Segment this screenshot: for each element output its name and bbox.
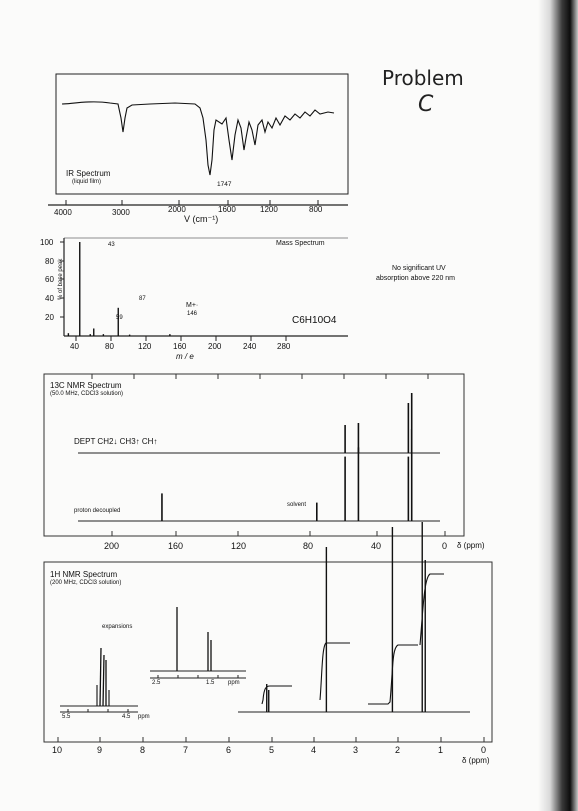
- ms-ytick-100: 100: [40, 238, 54, 247]
- h1-exp1-unit: ppm: [138, 714, 150, 720]
- c13-xtick-0: 0: [442, 541, 448, 551]
- ms-xtick-120: 120: [138, 342, 152, 351]
- h1-xtick-5: 5: [269, 745, 275, 755]
- h1-xtick-8: 8: [140, 745, 146, 755]
- ir-peak-1747: 1747: [217, 181, 232, 188]
- ms-mplus-label: M+·: [186, 302, 199, 309]
- c13-dept-label: DEPT CH2↓ CH3↑ CH↑: [74, 437, 158, 446]
- c13-xtick-80: 80: [303, 541, 314, 551]
- ms-xtick-240: 240: [243, 342, 257, 351]
- ms-xlabel: m / e: [176, 352, 194, 361]
- c13-xtick-200: 200: [104, 541, 120, 551]
- ms-title: Mass Spectrum: [276, 240, 325, 247]
- h1-integral: [262, 574, 444, 704]
- h1-subtitle: (200 MHz, CDCl3 solution): [50, 580, 122, 586]
- h1-exp1-tick-45: 4.5: [122, 714, 131, 720]
- h1-xtick-9: 9: [97, 745, 103, 755]
- h1-peaks: [267, 522, 425, 712]
- ms-xtick-160: 160: [173, 342, 187, 351]
- c13-proton-label: proton decoupled: [74, 508, 121, 514]
- h1-xtick-6: 6: [226, 745, 232, 755]
- ir-tick-2000: 2000: [168, 205, 186, 214]
- ir-title: IR Spectrum: [66, 169, 111, 178]
- c13-unit: δ (ppm): [457, 541, 485, 550]
- ms-peak-43-label: 43: [108, 242, 115, 248]
- h1-expansion-2: [150, 607, 246, 678]
- ms-peak-59-label: 59: [116, 315, 123, 321]
- c13-xtick-160: 160: [168, 541, 184, 551]
- h1-exp1-tick-55: 5.5: [62, 714, 71, 720]
- c13-xtick-40: 40: [371, 541, 382, 551]
- ms-formula: C6H10O4: [292, 315, 337, 326]
- ms-ytick-80: 80: [45, 257, 54, 266]
- h1-xtick-4: 4: [311, 745, 317, 755]
- c13-title: 13C NMR Spectrum: [50, 381, 122, 390]
- uv-note-line2: absorption above 220 nm: [376, 275, 455, 282]
- h1-bottom-ticks: [58, 737, 484, 742]
- h1-exp2-tick-25: 2.5: [152, 680, 161, 686]
- h1-xtick-10: 10: [52, 745, 63, 755]
- h1-xtick-0: 0: [481, 745, 487, 755]
- h1-expansions-label: expansions: [102, 624, 133, 630]
- h1-title: 1H NMR Spectrum: [50, 570, 118, 579]
- ms-peak-87-label: 87: [139, 296, 146, 302]
- ir-tick-1600: 1600: [218, 205, 236, 214]
- ms-xtick-280: 280: [277, 342, 291, 351]
- ms-mplus-value: 146: [187, 311, 198, 317]
- h1-exp2-tick-15: 1.5: [206, 680, 215, 686]
- h1-unit: δ (ppm): [462, 756, 490, 765]
- ms-xtick-40: 40: [70, 342, 79, 351]
- ir-tick-1200: 1200: [260, 205, 278, 214]
- problem-title: Problem: [382, 66, 464, 90]
- ms-ytick-20: 20: [45, 313, 54, 322]
- uv-note-line1: No significant UV: [392, 265, 446, 272]
- h1-xtick-3: 3: [353, 745, 359, 755]
- ms-xtick-200: 200: [208, 342, 222, 351]
- h1-exp2-unit: ppm: [228, 680, 240, 686]
- ms-ytick-40: 40: [45, 294, 54, 303]
- c13-subtitle: (50.0 MHz, CDCl3 solution): [50, 391, 124, 397]
- h1-expansion-1: [60, 648, 138, 712]
- ms-yaxis-label: % of base peak: [58, 258, 64, 300]
- c13-solvent-label: solvent: [287, 502, 307, 508]
- c13-xtick-120: 120: [231, 541, 247, 551]
- ms-xtick-80: 80: [105, 342, 114, 351]
- ir-subtitle: (liquid film): [72, 179, 102, 185]
- ir-axis-label: V (cm⁻¹): [184, 214, 219, 224]
- h1-xtick-7: 7: [183, 745, 189, 755]
- ms-ytick-60: 60: [45, 275, 54, 284]
- h1-xtick-2: 2: [395, 745, 401, 755]
- ir-tick-800: 800: [309, 205, 323, 214]
- h1-xtick-1: 1: [438, 745, 444, 755]
- problem-letter: C: [418, 92, 434, 117]
- ir-tick-3000: 3000: [112, 208, 130, 217]
- ir-tick-4000: 4000: [54, 208, 72, 217]
